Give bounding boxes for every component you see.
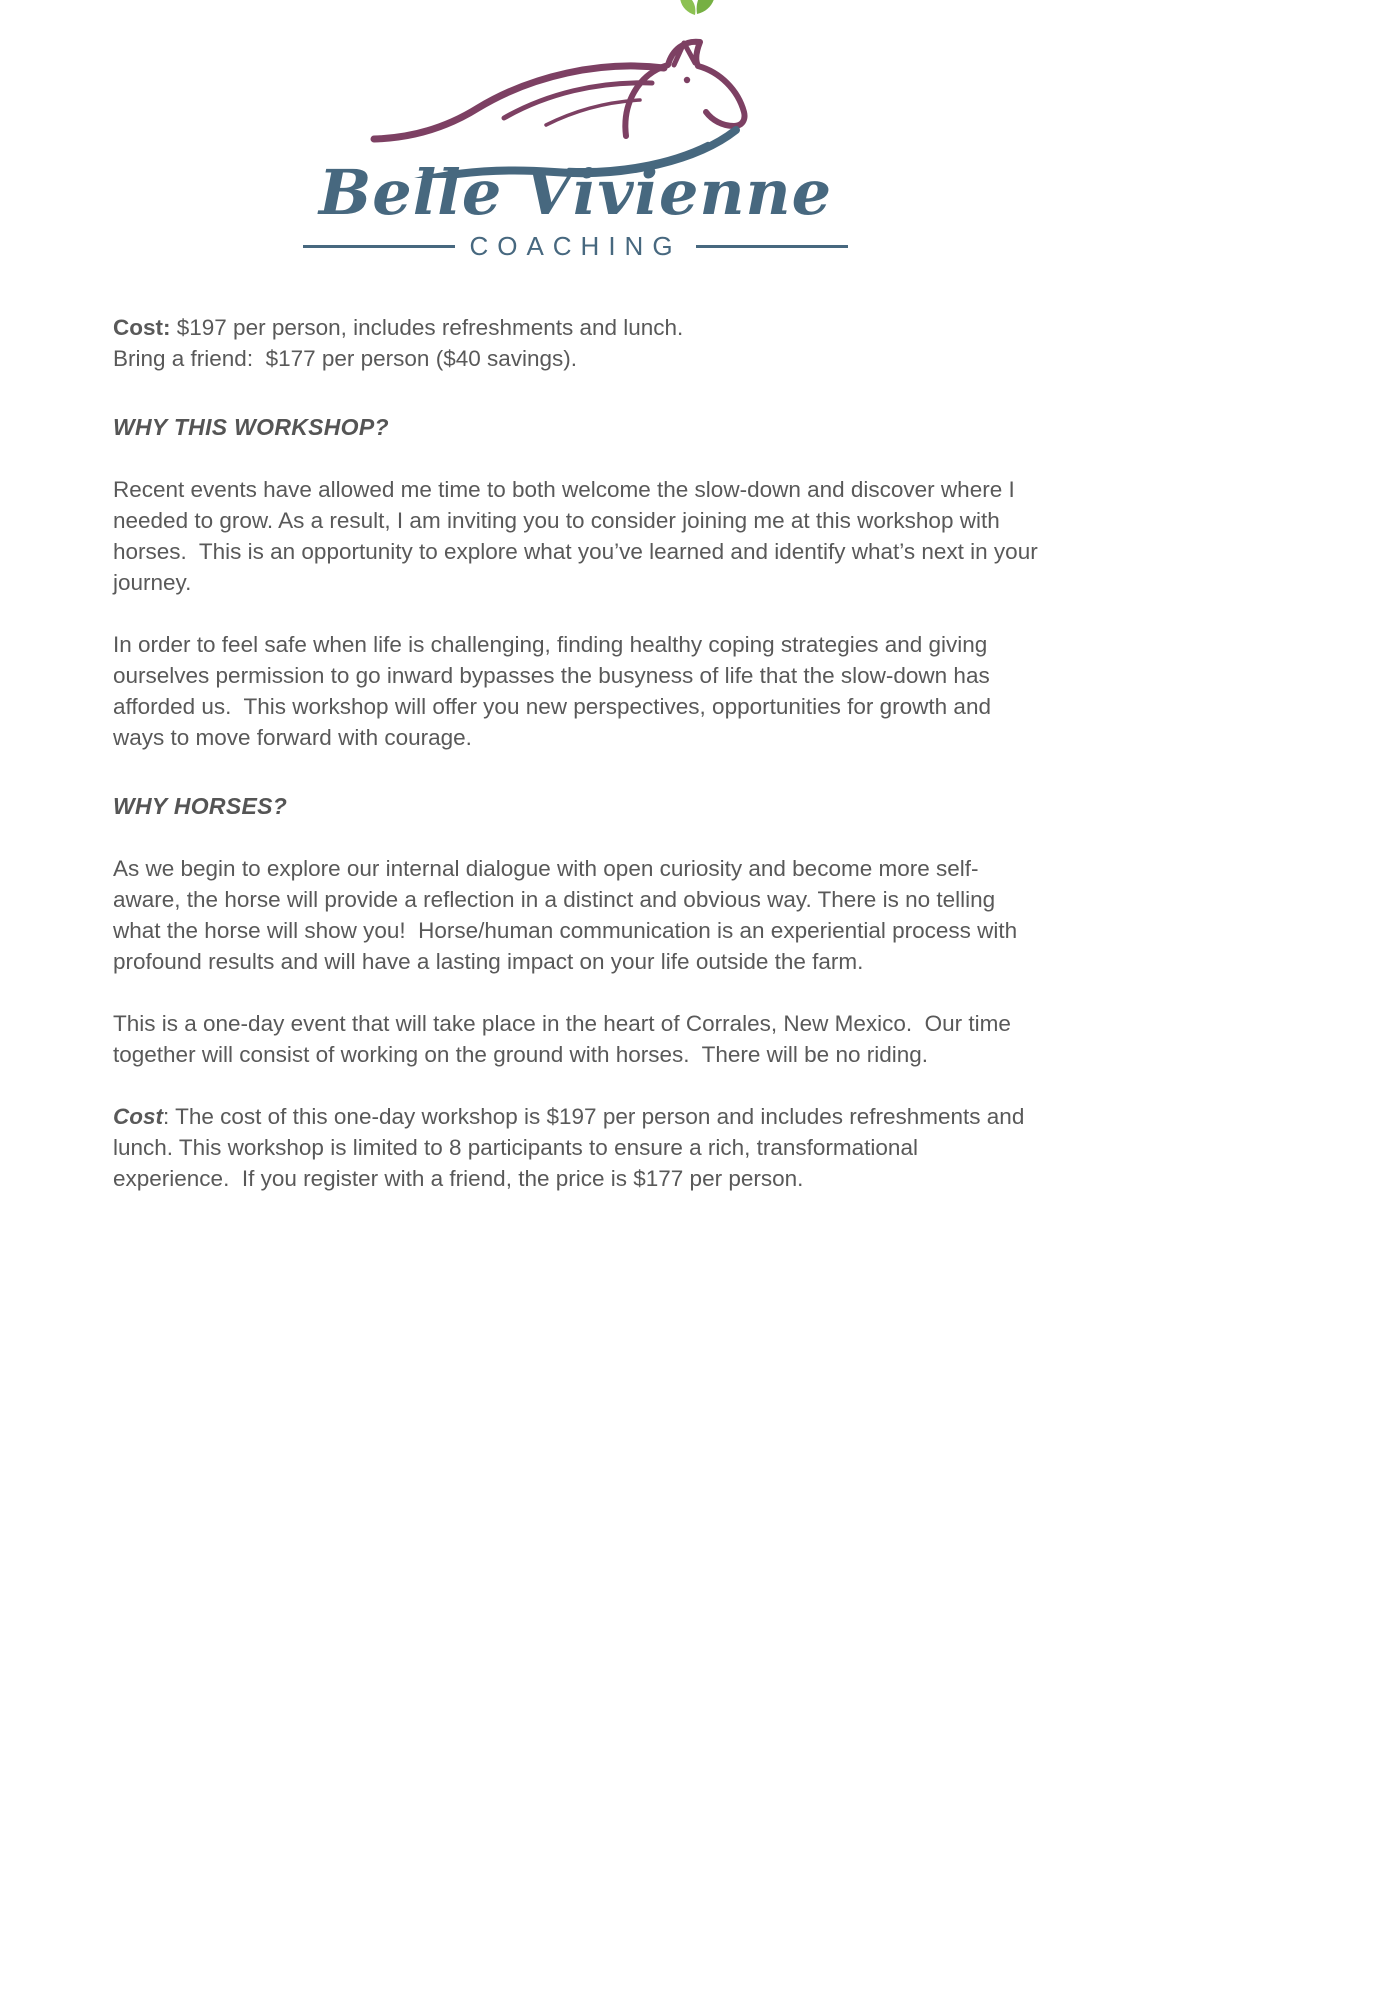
paragraph-recent-events: Recent events have allowed me time to both welcome the slow-down and discover where I needed to grow. As a result, I am inviting you to consider joining me at this workshop with horses. This is an opportunity to explore what you’ve learned and identify what’s next in your journey.	[113, 477, 1044, 596]
section-heading-why-this-workshop: WHY THIS WORKSHOP?	[113, 414, 389, 441]
paragraph-one-day-event: This is a one-day event that will take place in the heart of Corrales, New Mexico. Our time together will consist of working on the ground with horses. There will be no riding.	[113, 1011, 1018, 1068]
tagline-rule-left-icon	[303, 245, 455, 248]
tagline-rule-right-icon	[696, 245, 848, 248]
brand-tagline	[113, 231, 1038, 262]
document-body	[113, 312, 1044, 1194]
section-heading-why-horses: WHY HORSES?	[113, 793, 288, 820]
bring-a-friend-line: Bring a friend: $177 per person ($40 savings).	[113, 346, 578, 372]
cost-detail-label: Cost	[113, 1104, 163, 1130]
cost-label: Cost:	[113, 315, 171, 341]
cost-summary-paragraph	[113, 312, 1038, 374]
cost-text: $197 per person, includes refreshments and lunch.	[170, 315, 684, 341]
brand-tagline-text: COACHING	[469, 231, 682, 262]
brand-logo	[113, 0, 1038, 262]
brand-name: Belle Vivienne	[318, 156, 833, 229]
leaf-icon	[677, 0, 721, 18]
cost-detail-text: : The cost of this one-day workshop is $197 per person and includes refreshments and lunch. This workshop is limited to 8 participants to ensure a rich, transformational experience. If you register with a friend, the price is $177 per person.	[113, 1104, 1031, 1192]
paragraph-as-we-begin: As we begin to explore our internal dialogue with open curiosity and become more self-aware, the horse will provide a reflection in a distinct and obvious way. There is no telling what the horse will show you! Horse/human communication is an experiential process with profound results and will have a lasting impact on your life outside the farm.	[113, 856, 1024, 975]
paragraph-cost-detail	[113, 1101, 1038, 1194]
paragraph-in-order-to-feel-safe: In order to feel safe when life is challenging, finding healthy coping strategies and giving ourselves permission to go inward bypasses the busyness of life that the slow-down has afforded us. This workshop will offer you new perspectives, opportunities for growth and ways to move forward with courage.	[113, 632, 998, 751]
